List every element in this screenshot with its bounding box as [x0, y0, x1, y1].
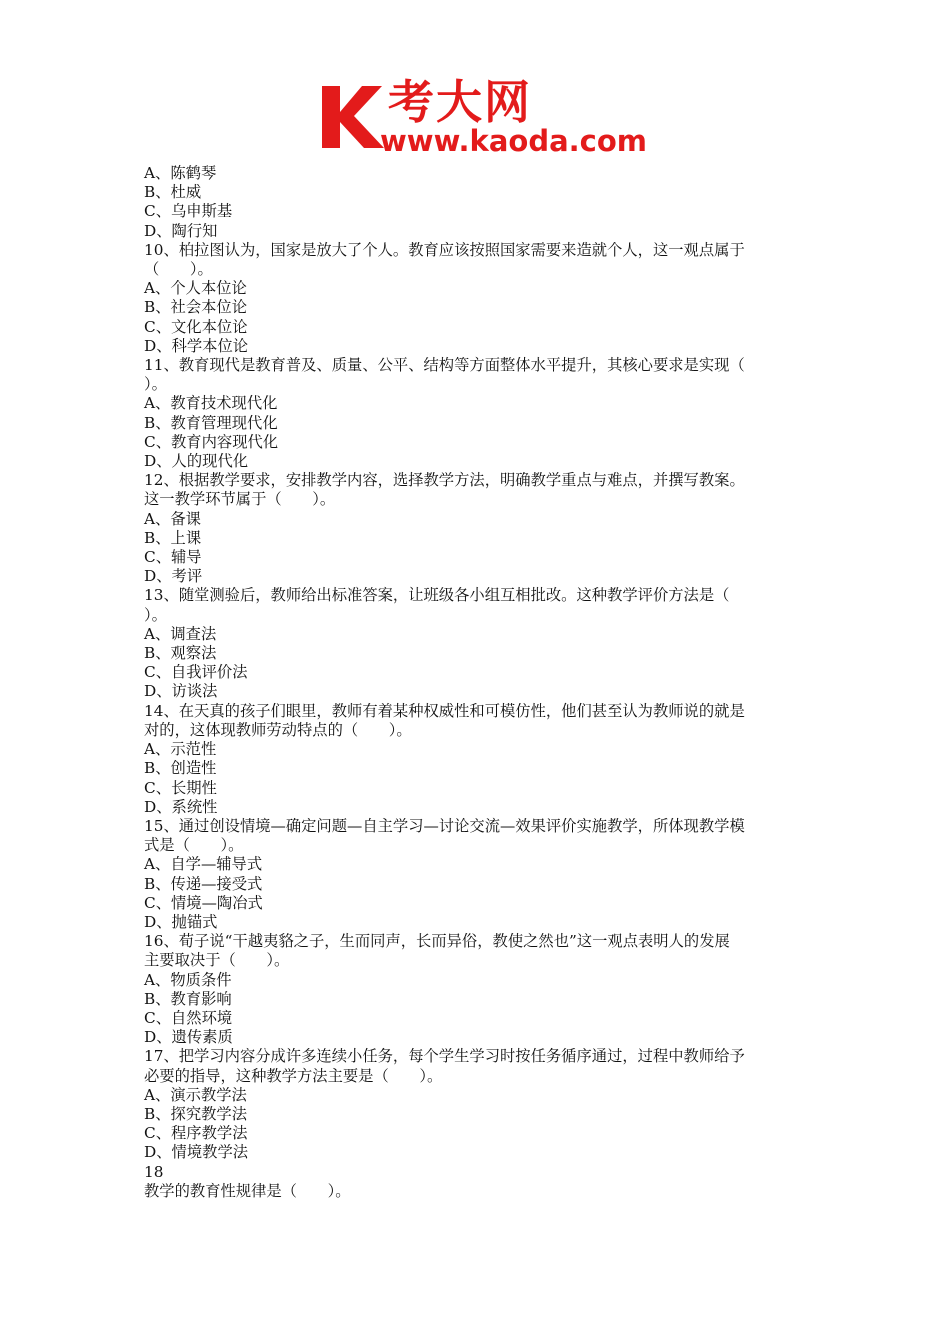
option-item: D、陶行知	[144, 221, 218, 240]
option-item: A、演示教学法	[144, 1085, 247, 1104]
question-list	[144, 164, 804, 1201]
option-item: D、访谈法	[144, 682, 218, 701]
k-logo-icon	[318, 82, 388, 150]
option-item: A、个人本位论	[144, 279, 247, 298]
option-item: C、情境—陶冶式	[144, 893, 263, 912]
question-text: 11、教育现代是教育普及、质量、公平、结构等方面整体水平提升，其核心要求是实现（	[144, 356, 745, 375]
option-item: D、情境教学法	[144, 1143, 249, 1162]
option-item: A、物质条件	[144, 970, 232, 989]
question-text: 13、随堂测验后，教师给出标准答案，让班级各小组互相批改。这种教学评价方法是（	[144, 586, 730, 605]
option-item: D、科学本位论	[144, 336, 249, 355]
option-item: B、社会本位论	[144, 298, 248, 317]
question-text: 10、柏拉图认为，国家是放大了个人。教育应该按照国家需要来造就个人，这一观点属于	[144, 240, 745, 259]
logo-text-en: www.kaoda.com	[380, 124, 647, 158]
kaoda-logo	[318, 75, 647, 160]
question-text: 这一教学环节属于（ ）。	[144, 490, 336, 509]
question-text: 17、把学习内容分成许多连续小任务，每个学生学习时按任务循序通过，过程中教师给予	[144, 1047, 745, 1066]
option-item: C、辅导	[144, 548, 202, 567]
option-item: B、传递—接受式	[144, 874, 263, 893]
question-text: （ ）。	[144, 260, 213, 279]
question-text: 对的，这体现教师劳动特点的（ ）。	[144, 720, 412, 739]
option-item: D、人的现代化	[144, 452, 249, 471]
question-text: 15、通过创设情境—确定问题—自主学习—讨论交流—效果评价实施教学，所体现教学模	[144, 816, 745, 835]
option-item: A、备课	[144, 509, 201, 528]
option-item: B、创造性	[144, 759, 217, 778]
option-item: C、自我评价法	[144, 663, 248, 682]
option-item: D、系统性	[144, 797, 218, 816]
option-item: C、自然环境	[144, 1008, 233, 1027]
option-item: A、教育技术现代化	[144, 394, 278, 413]
option-item: D、遗传素质	[144, 1028, 233, 1047]
option-item: 18	[144, 1162, 164, 1181]
logo-text-cn: 考大网	[388, 75, 532, 129]
option-item: D、抛锚式	[144, 912, 218, 931]
question-text: ）。	[144, 375, 167, 394]
option-item: B、杜威	[144, 183, 202, 202]
option-item: D、考评	[144, 567, 203, 586]
question-text: 16、荀子说“干越夷貉之子，生而同声，长而异俗，教使之然也”这一观点表明人的发展	[144, 932, 730, 951]
option-item: B、上课	[144, 528, 202, 547]
question-text: 14、在天真的孩子们眼里，教师有着某种权威性和可模仿性，他们甚至认为教师说的就是	[144, 701, 745, 720]
question-text: ）。	[144, 605, 167, 624]
question-text: 12、根据教学要求，安排教学内容，选择教学方法，明确教学重点与难点，并撰写教案。	[144, 471, 745, 490]
option-item: A、示范性	[144, 740, 217, 759]
option-item: C、程序教学法	[144, 1124, 248, 1143]
option-item: C、文化本位论	[144, 317, 248, 336]
option-item: C、长期性	[144, 778, 217, 797]
option-item: B、探究教学法	[144, 1104, 248, 1123]
option-item: A、自学—辅导式	[144, 855, 263, 874]
option-item: B、教育管理现代化	[144, 413, 278, 432]
question-text: 式是（ ）。	[144, 836, 244, 855]
option-item: A、调查法	[144, 624, 217, 643]
option-item: C、教育内容现代化	[144, 432, 279, 451]
question-text: 主要取决于（ ）。	[144, 951, 290, 970]
option-item: 教学的教育性规律是（ ）。	[144, 1181, 351, 1200]
option-item: A、陈鹤琴	[144, 164, 217, 182]
question-text: 必要的指导，这种教学方法主要是（ ）。	[144, 1066, 443, 1085]
option-item: C、乌申斯基	[144, 202, 233, 221]
option-item: B、观察法	[144, 644, 217, 663]
option-item: B、教育影响	[144, 989, 232, 1008]
